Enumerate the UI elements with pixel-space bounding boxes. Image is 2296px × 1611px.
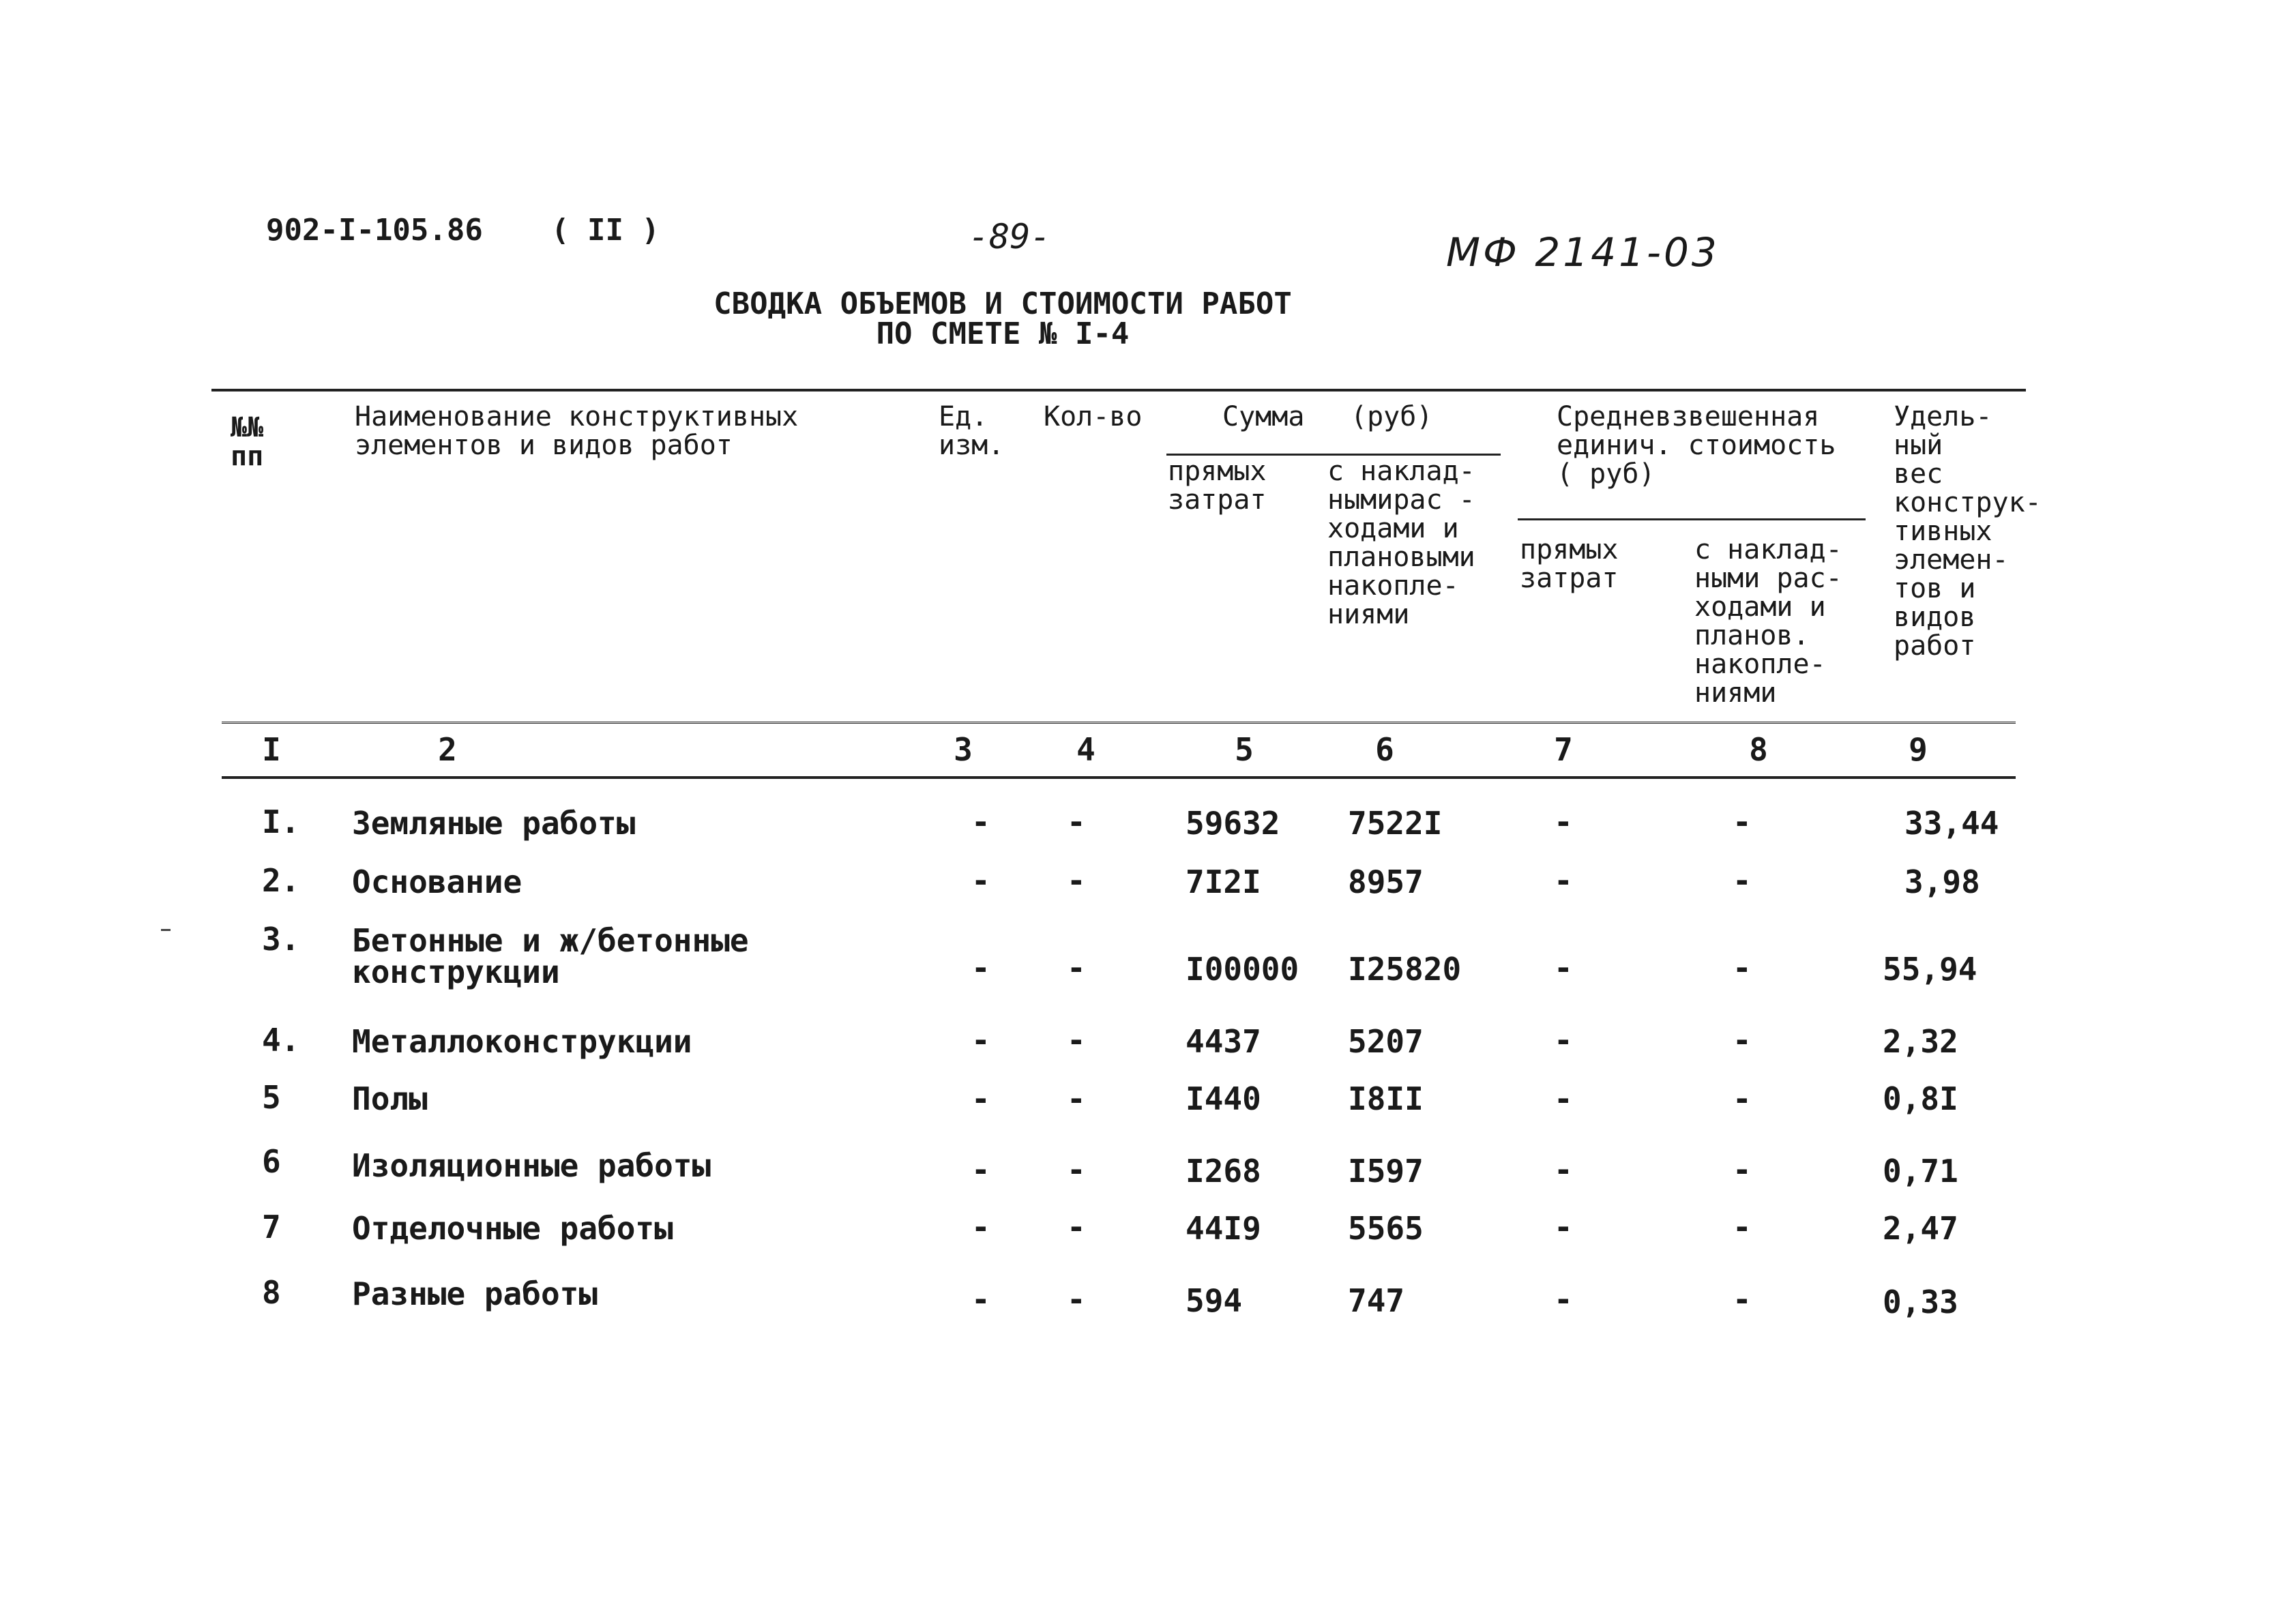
catalog-code: МФ 2141-03 bbox=[1446, 229, 1720, 276]
row-direct-cost: 44I9 bbox=[1186, 1210, 1261, 1247]
row-weight: 33,44 bbox=[1904, 805, 1999, 842]
part-number: ( II ) bbox=[551, 213, 660, 248]
row-quantity: - bbox=[1067, 1022, 1086, 1059]
header-row-number: №№ пп bbox=[231, 412, 264, 472]
row-number: 7 bbox=[262, 1209, 281, 1245]
row-average-overhead: - bbox=[1733, 803, 1752, 840]
row-overhead-cost: I8II bbox=[1348, 1080, 1424, 1117]
row-quantity: - bbox=[1067, 1209, 1086, 1245]
avg-subheader-rule bbox=[1518, 518, 1866, 520]
row-name: Основание bbox=[352, 863, 523, 900]
column-number: 4 bbox=[1076, 731, 1095, 768]
table-top-rule bbox=[211, 389, 2026, 391]
row-number: 5 bbox=[262, 1079, 281, 1116]
row-weight: 55,94 bbox=[1883, 951, 1977, 988]
row-quantity: - bbox=[1067, 949, 1086, 986]
row-number: 4. bbox=[262, 1022, 300, 1059]
row-weight: 2,47 bbox=[1883, 1210, 1958, 1247]
row-weight: 2,32 bbox=[1883, 1023, 1958, 1060]
row-overhead-cost: 5565 bbox=[1348, 1210, 1424, 1247]
row-average-direct: - bbox=[1554, 1151, 1573, 1188]
header-average-cost: Средневзвешенная единич. стоимость ( руб) bbox=[1557, 401, 1836, 490]
column-number: 5 bbox=[1235, 731, 1254, 768]
row-name: Металлоконструкции bbox=[352, 1023, 692, 1060]
row-name: Земляные работы bbox=[352, 805, 636, 842]
page-number: -89- bbox=[969, 217, 1051, 256]
row-average-direct: - bbox=[1554, 1022, 1573, 1059]
header-specific-weight: Удель- ный вес конструк- тивных элемен- тов и видов работ bbox=[1894, 401, 2042, 662]
row-average-overhead: - bbox=[1733, 1151, 1752, 1188]
row-number: 2. bbox=[262, 862, 300, 899]
row-overhead-cost: 7522I bbox=[1348, 805, 1443, 842]
row-weight: 3,98 bbox=[1904, 863, 1980, 900]
row-average-overhead: - bbox=[1733, 1209, 1752, 1245]
header-sum-label: Сумма bbox=[1222, 401, 1305, 432]
column-number: 6 bbox=[1375, 731, 1394, 768]
row-weight: 0,33 bbox=[1883, 1284, 1958, 1320]
row-quantity: - bbox=[1067, 1281, 1086, 1318]
row-weight: 0,8I bbox=[1883, 1080, 1958, 1117]
row-unit: - bbox=[971, 803, 990, 840]
document-number: 902-I-105.86 bbox=[266, 213, 483, 248]
column-number: 9 bbox=[1909, 731, 1928, 768]
header-sum-direct: прямых затрат bbox=[1168, 456, 1267, 516]
row-unit: - bbox=[971, 1022, 990, 1059]
row-direct-cost: I00000 bbox=[1186, 951, 1299, 988]
document-title bbox=[689, 286, 1316, 351]
row-average-overhead: - bbox=[1733, 862, 1752, 899]
row-quantity: - bbox=[1067, 1151, 1086, 1188]
row-direct-cost: 7I2I bbox=[1186, 863, 1261, 900]
header-sum-unit: (руб) bbox=[1351, 401, 1433, 432]
scan-mark bbox=[161, 929, 171, 931]
row-average-direct: - bbox=[1554, 1080, 1573, 1117]
row-direct-cost: 594 bbox=[1186, 1282, 1243, 1319]
row-average-overhead: - bbox=[1733, 1022, 1752, 1059]
title-line-1: СВОДКА ОБЪЕМОВ И СТОИМОСТИ РАБОТ bbox=[713, 286, 1292, 321]
row-average-direct: - bbox=[1554, 803, 1573, 840]
row-name: Бетонные и ж/бетонные конструкции bbox=[352, 922, 749, 990]
header-name: Наименование конструктивных элементов и видов работ bbox=[355, 401, 799, 461]
header-average-direct: прямых затрат bbox=[1520, 534, 1619, 594]
row-quantity: - bbox=[1067, 803, 1086, 840]
row-direct-cost: 59632 bbox=[1186, 805, 1280, 842]
header-unit: Ед. изм. bbox=[939, 401, 1005, 461]
row-name: Отделочные работы bbox=[352, 1210, 673, 1247]
row-overhead-cost: 5207 bbox=[1348, 1023, 1424, 1060]
row-number: 3. bbox=[262, 921, 300, 958]
row-unit: - bbox=[971, 949, 990, 986]
row-overhead-cost: I25820 bbox=[1348, 951, 1462, 988]
row-name: Полы bbox=[352, 1080, 428, 1117]
row-unit: - bbox=[971, 1209, 990, 1245]
row-overhead-cost: 747 bbox=[1348, 1282, 1405, 1319]
row-quantity: - bbox=[1067, 1080, 1086, 1117]
title-line-2: ПО СМЕТЕ № I-4 bbox=[876, 316, 1130, 351]
row-direct-cost: I440 bbox=[1186, 1080, 1261, 1117]
row-overhead-cost: I597 bbox=[1348, 1153, 1424, 1189]
row-unit: - bbox=[971, 1151, 990, 1188]
row-name: Разные работы bbox=[352, 1275, 598, 1312]
row-weight: 0,71 bbox=[1883, 1153, 1958, 1189]
row-overhead-cost: 8957 bbox=[1348, 863, 1424, 900]
row-number: 8 bbox=[262, 1274, 281, 1311]
header-sum-overhead: с наклад- нымирас - ходами и плановыми накопле- ниями bbox=[1327, 456, 1475, 630]
header-quantity: Кол-во bbox=[1044, 401, 1143, 432]
column-number: 3 bbox=[954, 731, 973, 768]
column-number: 7 bbox=[1554, 731, 1573, 768]
row-average-direct: - bbox=[1554, 1281, 1573, 1318]
row-unit: - bbox=[971, 1080, 990, 1117]
row-average-overhead: - bbox=[1733, 949, 1752, 986]
row-direct-cost: I268 bbox=[1186, 1153, 1261, 1189]
row-name: Изоляционные работы bbox=[352, 1147, 711, 1184]
column-numbers-rule bbox=[222, 776, 2016, 779]
column-number: 8 bbox=[1749, 731, 1768, 768]
column-number: I bbox=[262, 731, 281, 768]
row-quantity: - bbox=[1067, 862, 1086, 899]
header-bottom-rule bbox=[222, 722, 2016, 726]
row-average-direct: - bbox=[1554, 949, 1573, 986]
row-average-direct: - bbox=[1554, 862, 1573, 899]
row-unit: - bbox=[971, 1281, 990, 1318]
header-average-overhead: с наклад- ными рас- ходами и планов. накопле- ниями bbox=[1694, 534, 1842, 709]
row-average-overhead: - bbox=[1733, 1080, 1752, 1117]
row-direct-cost: 4437 bbox=[1186, 1023, 1261, 1060]
row-number: I. bbox=[262, 803, 300, 840]
row-average-direct: - bbox=[1554, 1209, 1573, 1245]
row-number: 6 bbox=[262, 1143, 281, 1180]
row-unit: - bbox=[971, 862, 990, 899]
row-average-overhead: - bbox=[1733, 1281, 1752, 1318]
column-number: 2 bbox=[438, 731, 457, 768]
